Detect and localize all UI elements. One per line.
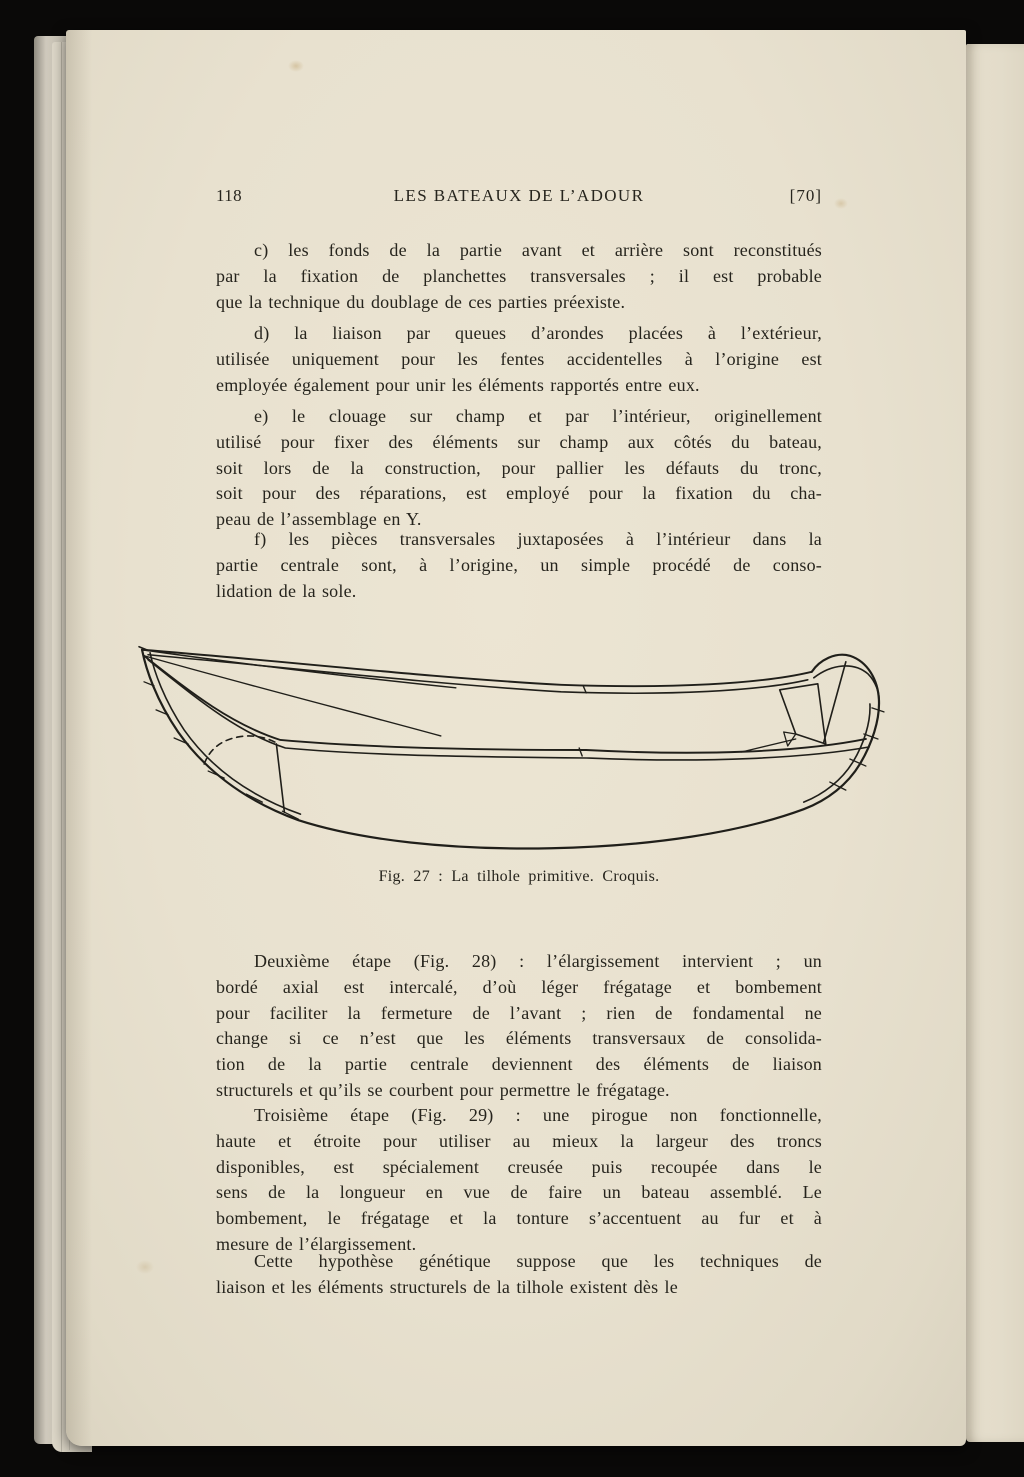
issue-marker: [70] [789,186,822,205]
text-line: bombement, le frégatage et la tonture s’accentuent au fur et à [216,1208,822,1229]
paragraph-e [216,404,822,533]
boat-line-drawing [130,643,902,855]
figure-caption: Fig. 27 : La tilhole primitive. Croquis. [378,868,660,885]
text-line: bordé axial est intercalé, d’où léger frégatage et bombement [216,976,822,997]
text-line: que la technique du doublage de ces parties préexiste. [216,291,626,312]
text-line: sens de la longueur en vue de faire un bateau assemblé. Le [216,1182,822,1203]
figure-27-boat-sketch [130,643,902,855]
text-line: utilisé pour fixer des éléments sur champ aux côtés du bateau, [216,431,822,452]
text-line: par la fixation de planchettes transversales ; il est probable [216,265,822,286]
text-line: partie centrale sont, à l’origine, un simple procédé de conso- [216,554,822,575]
text-line: disponibles, est spécialement creusée puis recoupée dans le [216,1156,822,1177]
paragraph-cette-hypothese [216,1249,822,1301]
text-line: structurels et qu’ils se courbent pour permettre le frégatage. [216,1079,670,1100]
text-line: peau de l’assemblage en Y. [216,509,422,530]
paragraph-deuxieme-etape [216,949,822,1104]
text-line: Cette hypothèse génétique suppose que les techniques de [254,1251,822,1271]
running-title: LES BATEAUX DE L’ADOUR [393,186,645,205]
text-line: d) la liaison par queues d’arondes placées à l’extérieur, [254,323,822,343]
text-line: employée également pour unir les éléments rapportés entre eux. [216,374,700,395]
text-line: c) les fonds de la partie avant et arrière sont reconstitués [254,240,822,260]
foxing-spot [288,60,304,72]
facing-page-fore-edge [966,44,1024,1442]
paragraph-d [216,321,822,398]
paragraph-c [216,238,822,315]
text-line: pour faciliter la fermeture de l’avant ; rien de fondamental ne [216,1002,822,1023]
text-line: liaison et les éléments structurels de la tilhole existent dès le [216,1276,678,1297]
text-line: tion de la partie centrale deviennent des éléments de liaison [216,1054,822,1075]
binding-shadow [66,30,92,1446]
text-line: f) les pièces transversales juxtaposées à l’intérieur dans la [254,529,822,549]
book-page [66,30,966,1446]
page-number: 118 [216,186,243,205]
text-line: Deuxième étape (Fig. 28) : l’élargissement intervient ; un [254,951,822,971]
text-line: Troisième étape (Fig. 29) : une pirogue non fonctionnelle, [254,1105,822,1125]
running-head [216,186,822,212]
text-line: lidation de la sole. [216,580,357,601]
text-line: mesure de l’élargissement. [216,1233,417,1254]
text-line: soit pour des réparations, est employé pour la fixation du cha- [216,483,822,504]
text-line: change si ce n’est que les éléments transversaux de consolida- [216,1028,822,1049]
paragraph-troisieme-etape [216,1103,822,1258]
foxing-spot [136,1260,154,1274]
text-line: utilisée uniquement pour les fentes accidentelles à l’origine est [216,348,822,369]
text-line: soit lors de la construction, pour pallier les défauts du tronc, [216,457,822,478]
text-line: e) le clouage sur champ et par l’intérieur, originellement [254,406,822,426]
paragraph-f [216,527,822,604]
text-line: haute et étroite pour utiliser au mieux la largeur des troncs [216,1130,822,1151]
foxing-spot [834,198,848,209]
